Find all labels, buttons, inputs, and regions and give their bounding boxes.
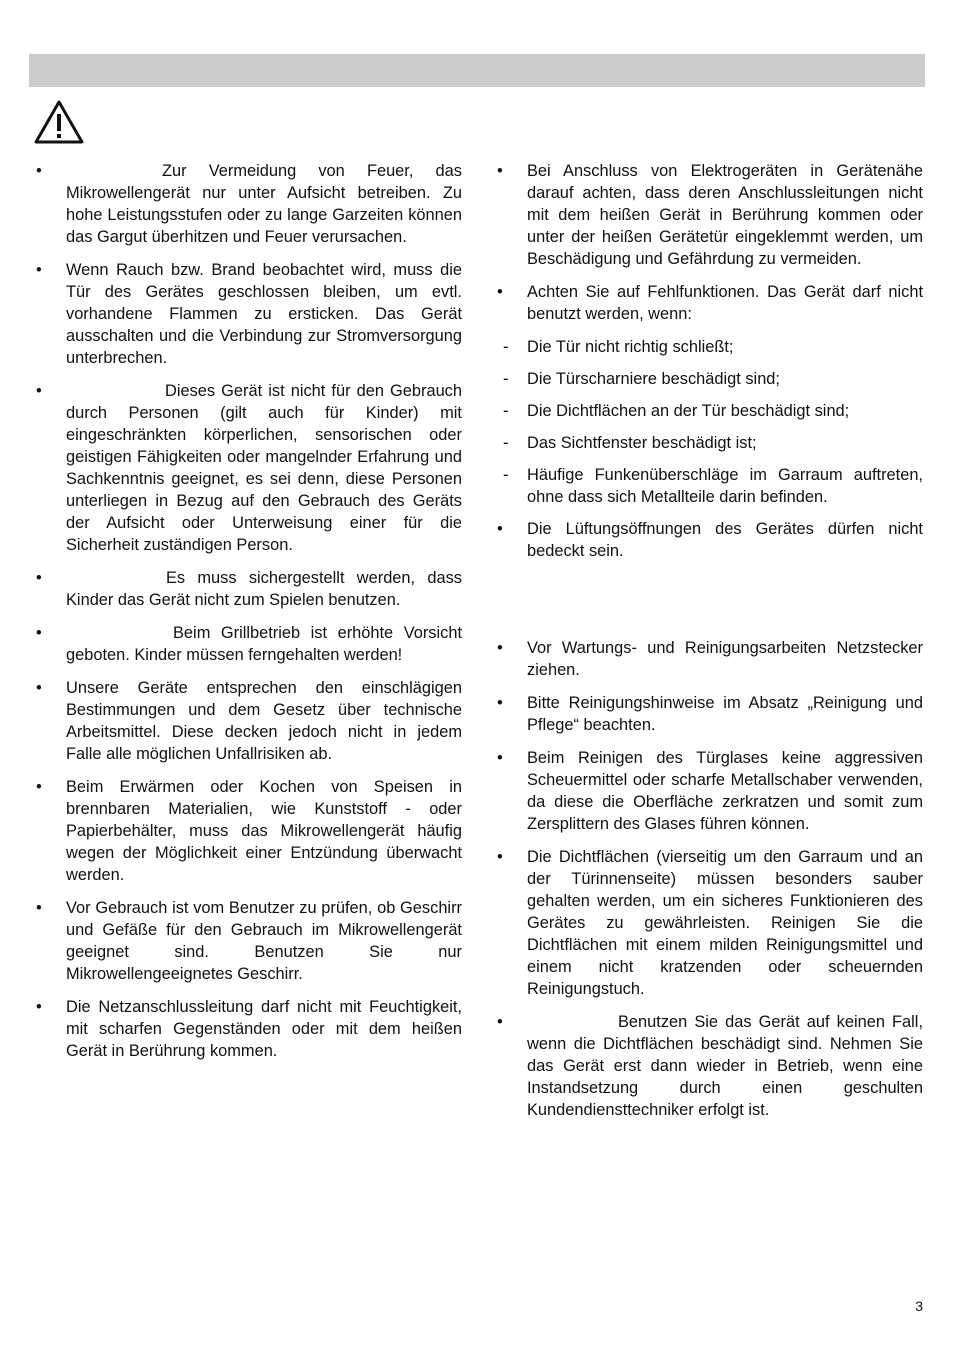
list-item: • Die Dichtflächen (vierseitig um den Garraum und an der Türinnenseite) müssen besonders sauber gehalten werden, um ein sicheres Funktionieren des Gerätes zu gewährleisten. Reinigen Sie die Dichtflächen mit einem milden Reinigungsmittel und einem nicht kratzenden oder scheuernden Reinigungstuch. — [497, 848, 923, 998]
list-item: • Wenn Rauch bzw. Brand beobachtet wird, muss die Tür des Gerätes geschlossen bleiben, um evtl. vorhandene Flammen zu ersticken. Das Gerät ausschalten und die Verbindung zur Stromversorgung unterbrechen. — [36, 261, 462, 367]
list-item: • Die Netzanschlussleitung darf nicht mit Feuchtigkeit, mit scharfen Gegenständen oder mit dem heißen Gerät in Berührung kommen. — [36, 998, 462, 1060]
sub-list-item: - Die Tür nicht richtig schließt; — [503, 338, 734, 356]
sub-list-item: - Häufige Funkenüberschläge im Garraum auftreten, ohne dass sich Metallteile darin befinden. — [503, 466, 923, 506]
page-number: 3 — [915, 1298, 923, 1314]
list-item: • Dieses Gerät ist nicht für den Gebrauch durch Personen (gilt auch für Kinder) mit eingeschränkten körperlichen, sensorischen oder geistigen Fähigkeiten oder mangelnder Erfahrung und Sachkenntnis geeignet, es sei denn, diese Personen unterliegen in Bezug auf den Gebrauch des Geräts der Aufsicht oder Unterweisung einer für die Sicherheit zuständigen Person. — [36, 382, 462, 554]
right-column — [491, 160, 923, 1132]
list-item: • Unsere Geräte entsprechen den einschlägigen Bestimmungen und dem Gesetz über technische Arbeitsmittel. Diese decken jedoch nicht in jedem Falle alle möglichen Unfallrisiken ab. — [36, 679, 462, 763]
list-item: • Beim Reinigen des Türglases keine aggressiven Scheuermittel oder scharfe Metallschaber verwenden, da diese die Oberfläche zerkratzen und somit zum Zersplittern des Glases führen können. — [497, 749, 923, 833]
list-item: • Bei Anschluss von Elektrogeräten in Gerätenähe darauf achten, dass deren Anschlussleitungen nicht mit dem heißen Gerät in Berührung kommen oder unter der heißen Gerätetür eingeklemmt werden, um Beschädigung und Gefährdung zu vermeiden. — [497, 162, 923, 268]
list-item: • Die Lüftungsöffnungen des Gerätes dürfen nicht bedeckt sein. — [497, 520, 923, 560]
sub-list-item: - Die Türscharniere beschädigt sind; — [503, 370, 780, 388]
list-item: • Beim Erwärmen oder Kochen von Speisen in brennbaren Materialien, wie Kunststoff - oder Papierbehälter, muss das Mikrowellengerät häufig wegen der Möglichkeit einer Entzündung überwacht werden. — [36, 778, 462, 884]
section-header-bar — [29, 54, 925, 87]
warning-triangle-icon — [33, 99, 85, 145]
list-item: • Vor Wartungs- und Reinigungsarbeiten Netzstecker ziehen. — [497, 639, 923, 679]
list-item: • Achten Sie auf Fehlfunktionen. Das Gerät darf nicht benutzt werden, wenn: — [497, 283, 923, 323]
sub-list-item: - Das Sichtfenster beschädigt ist; — [503, 434, 757, 452]
list-item: • Bitte Reinigungshinweise im Absatz „Reinigung und Pflege“ beachten. — [497, 694, 923, 734]
list-item: • Es muss sichergestellt werden, dass Kinder das Gerät nicht zum Spielen benutzen. — [36, 569, 462, 609]
left-column — [30, 160, 462, 1073]
section-spacer — [491, 573, 923, 637]
list-item: • Vor Gebrauch ist vom Benutzer zu prüfen, ob Geschirr und Gefäße für den Gebrauch im Mikrowellengerät geeignet sind. Benutzen Sie nur Mikrowellengeeignetes Geschirr. — [36, 899, 462, 983]
list-item: • Zur Vermeidung von Feuer, das Mikrowellengerät nur unter Aufsicht betreiben. Zu hohe Leistungsstufen oder zu lange Garzeiten können das Gargut überhitzen und Feuer verursachen. — [36, 162, 462, 246]
list-item: • Beim Grillbetrieb ist erhöhte Vorsicht geboten. Kinder müssen ferngehalten werden! — [36, 624, 462, 664]
list-item: • Benutzen Sie das Gerät auf keinen Fall, wenn die Dichtflächen beschädigt sind. Nehmen Sie das Gerät erst dann wieder in Betrieb, wenn eine Instandsetzung durch einen geschulten Kundendiensttechniker erfolgt ist. — [497, 1013, 923, 1119]
sub-list-item: - Die Dichtflächen an der Tür beschädigt sind; — [503, 402, 850, 420]
